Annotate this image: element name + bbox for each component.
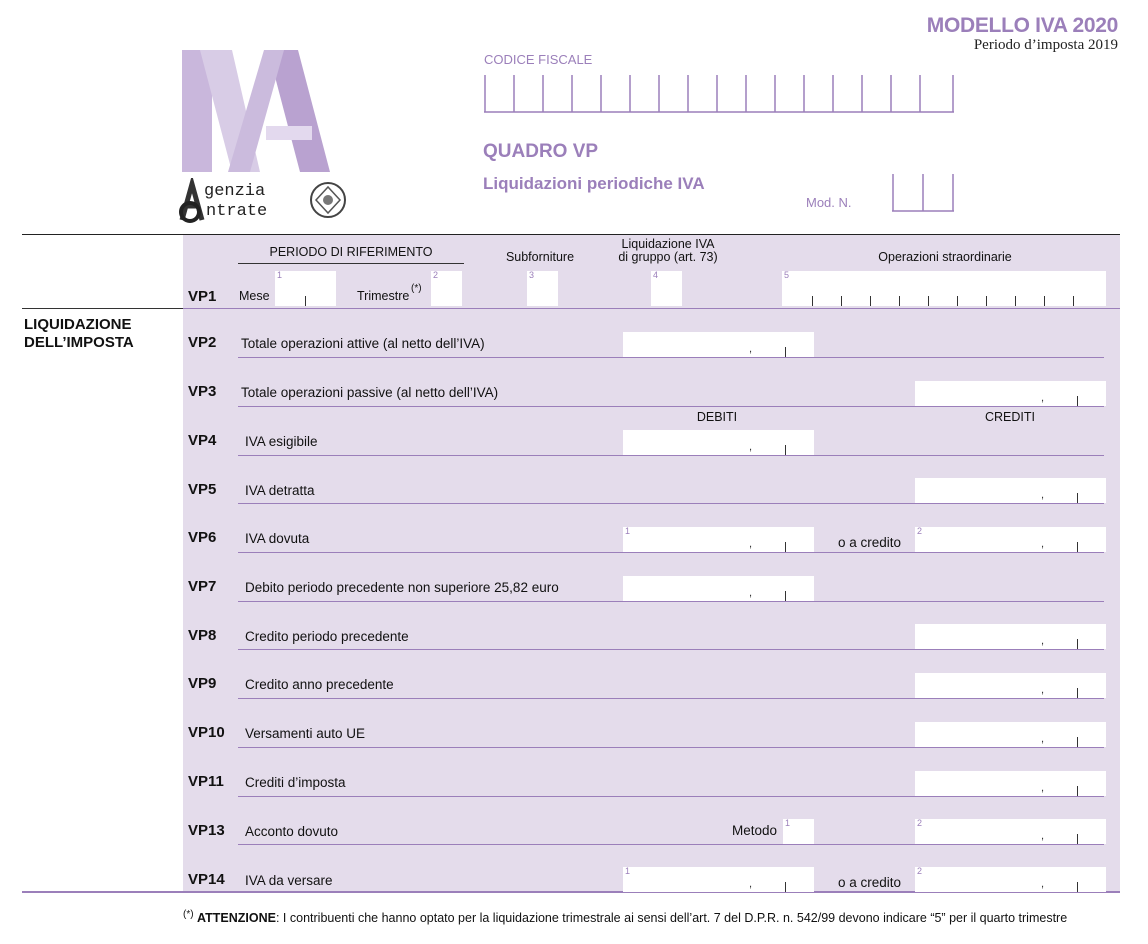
vp13-crediti-input[interactable]: 2 , [915, 819, 1106, 844]
vp11-crediti-input[interactable]: , [915, 771, 1106, 796]
decimal-tick [785, 591, 786, 601]
row-label: IVA detratta [245, 483, 315, 498]
vp9-crediti-input[interactable]: , [915, 673, 1106, 698]
vp14-debiti-input[interactable]: 1 , [623, 867, 814, 892]
row-label: Credito anno precedente [245, 677, 394, 692]
field-number: 4 [653, 270, 659, 280]
vp1-liquidazione-gruppo-input[interactable] [651, 271, 682, 306]
liquidazione-header-2: di gruppo (art. 73) [618, 250, 718, 264]
row-code: VP6 [188, 529, 217, 546]
vp3-crediti-input[interactable]: , [915, 381, 1106, 406]
mod-n-label: Mod. N. [806, 195, 852, 210]
section-title: LIQUIDAZIONE DELL’IMPOSTA [24, 316, 134, 351]
row-divider [238, 601, 1104, 602]
row-label: IVA da versare [245, 873, 333, 888]
vp4-debiti-input[interactable]: , [623, 430, 814, 455]
periodo-header: PERIODO DI RIFERIMENTO [269, 245, 433, 259]
row-label: Acconto dovuto [245, 824, 339, 839]
field-number: 1 [625, 526, 631, 536]
field-number: 2 [917, 526, 923, 536]
vp1-trimestre-input[interactable] [431, 271, 462, 306]
quadro-title: QUADRO VP [483, 141, 599, 162]
vp6-debiti-input[interactable]: 1 , [623, 527, 814, 552]
vp1-mese-input[interactable] [275, 271, 336, 306]
digit-tick [841, 296, 842, 306]
row-extra-label: o a credito [838, 535, 902, 550]
decimal-tick [785, 445, 786, 455]
codice-fiscale-input[interactable] [484, 75, 954, 113]
footnote-mark: (*) [183, 909, 194, 920]
row-label: IVA dovuta [245, 531, 310, 546]
mese-label: Mese [239, 289, 270, 303]
decimal-tick [1077, 834, 1078, 844]
decimal-tick [1077, 737, 1078, 747]
vp5-crediti-input[interactable]: , [915, 478, 1106, 503]
agenzia-text: genzia [204, 182, 266, 201]
field-number: 2 [917, 818, 923, 828]
row-divider [238, 357, 1104, 358]
row-code: VP3 [188, 383, 217, 400]
row-code: VP11 [188, 773, 224, 790]
left-separator [22, 308, 183, 309]
field-number: 2 [917, 866, 923, 876]
row-divider [238, 406, 1104, 407]
footnote [183, 909, 1067, 925]
row-extra-label: o a credito [838, 875, 902, 890]
footnote-text: : I contribuenti che hanno optato per la liquidazione trimestrale ai sensi dell’art. 7 del D.P.R. n. 542/99 devono indicare “5” per il quarto trimestre [275, 911, 1068, 926]
vp1-subforniture-input[interactable] [527, 271, 558, 306]
row-code: VP4 [188, 432, 217, 449]
digit-tick [928, 296, 929, 306]
debiti-header: DEBITI [696, 410, 738, 424]
row-code: VP8 [188, 627, 217, 644]
logo-text: IVA [220, 160, 222, 161]
digit-tick [812, 296, 813, 306]
field-number: 1 [625, 866, 631, 876]
decimal-tick [1077, 542, 1078, 552]
row-label: Crediti d’imposta [245, 775, 346, 790]
model-title: MODELLO IVA 2020 [926, 14, 1118, 37]
vp7-debiti-input[interactable]: , [623, 576, 814, 601]
entrate-text: ntrate [206, 202, 268, 221]
row-label: IVA esigibile [245, 434, 318, 449]
row-divider [238, 552, 1104, 553]
decimal-tick [1077, 493, 1078, 503]
field-number: 1 [785, 818, 791, 828]
row-code: VP9 [188, 675, 217, 692]
vp6-crediti-input[interactable]: 2 , [915, 527, 1106, 552]
field-number: 1 [277, 270, 283, 280]
row-code: VP2 [188, 334, 217, 351]
trimestre-label: Trimestre [357, 289, 410, 303]
iva-logo [180, 50, 340, 180]
row-code: VP10 [188, 724, 225, 741]
row-label: Debito periodo precedente non superiore 25,82 euro [245, 580, 559, 595]
vp1-separator [183, 308, 1120, 309]
vp8-crediti-input[interactable]: , [915, 624, 1106, 649]
decimal-tick [1077, 786, 1078, 796]
subforniture-header: Subforniture [505, 250, 575, 264]
liquidazione-header-1: Liquidazione IVA [621, 237, 715, 251]
footnote-bold: ATTENZIONE [197, 911, 276, 926]
vp2-debiti-input[interactable]: , [623, 332, 814, 357]
vp14-crediti-input[interactable]: 2 , [915, 867, 1106, 892]
vp1-code: VP1 [188, 288, 217, 305]
decimal-tick [1077, 639, 1078, 649]
trimestre-mark: (*) [411, 283, 422, 294]
decimal-tick [785, 882, 786, 892]
agenzia-entrate-logo [176, 178, 356, 224]
field-number: 5 [784, 270, 790, 280]
codice-fiscale-label: CODICE FISCALE [484, 52, 593, 67]
mod-n-input[interactable] [892, 174, 954, 212]
row-divider [238, 747, 1104, 748]
decimal-tick [1077, 396, 1078, 406]
row-label: Credito periodo precedente [245, 629, 409, 644]
row-label: Totale operazioni attive (al netto dell’IVA) [241, 336, 485, 351]
field-number: 2 [433, 270, 439, 280]
row-divider [238, 796, 1104, 797]
decimal-tick [785, 347, 786, 357]
row-divider [238, 649, 1104, 650]
digit-tick [986, 296, 987, 306]
row-label: Totale operazioni passive (al netto dell’IVA) [241, 385, 499, 400]
quadro-subtitle: Liquidazioni periodiche IVA [483, 174, 705, 193]
vp13-metodo-input[interactable] [783, 819, 814, 844]
decimal-tick [1077, 882, 1078, 892]
metodo-label: Metodo [732, 823, 778, 838]
digit-tick [899, 296, 900, 306]
field-number: 3 [529, 270, 535, 280]
vp1-operazioni-straordinarie-input[interactable] [782, 271, 1106, 306]
row-code: VP5 [188, 481, 217, 498]
tax-period: Periodo d’imposta 2019 [973, 37, 1118, 53]
vp10-crediti-input[interactable]: , [915, 722, 1106, 747]
operazioni-header: Operazioni straordinarie [878, 250, 1012, 264]
row-code: VP13 [188, 822, 225, 839]
digit-tick [1044, 296, 1045, 306]
digit-tick [870, 296, 871, 306]
row-code: VP7 [188, 578, 217, 595]
digit-tick [305, 296, 306, 306]
decimal-tick [1077, 688, 1078, 698]
row-divider [238, 844, 1104, 845]
periodo-underline [238, 263, 464, 264]
digit-tick [957, 296, 958, 306]
digit-tick [1015, 296, 1016, 306]
decimal-tick [785, 542, 786, 552]
row-divider [238, 455, 1104, 456]
row-divider [238, 698, 1104, 699]
digit-tick [1073, 296, 1074, 306]
row-label: Versamenti auto UE [245, 726, 366, 741]
row-divider [238, 503, 1104, 504]
crediti-header: CREDITI [985, 410, 1035, 424]
row-code: VP14 [188, 871, 225, 888]
